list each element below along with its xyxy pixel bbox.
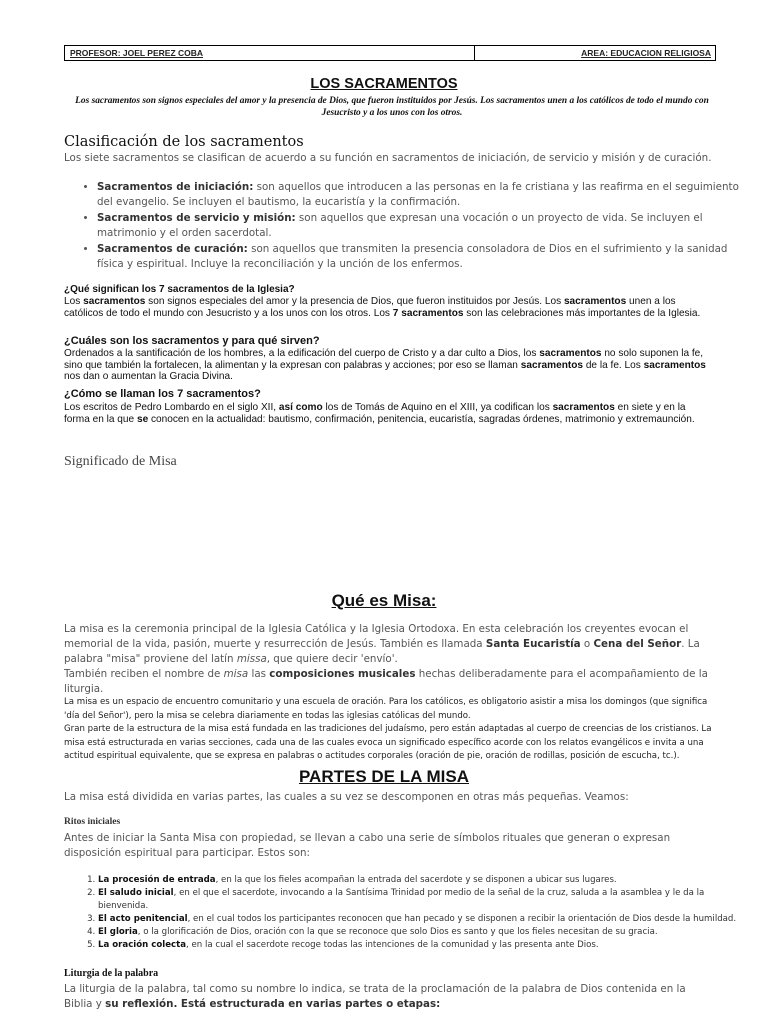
question-2: ¿Cuáles son los sacramentos y para qué sirven? <box>64 335 320 347</box>
ritos-text: Antes de iniciar la Santa Misa con propiedad, se llevan a cabo una serie de símbolos rituales que generan o expresan disposición espiritual para participar. Estos son: <box>64 832 671 859</box>
misa-paragraph-4: Gran parte de la estructura de la misa está fundada en las tradiciones del judaísmo, pero están adaptadas al cuerpo de creencias de los cristianos. La misa está estructurada en varias secciones, cada una de las cuales evoca un significado específico acorde con los relatos evangélicos e invita a una actitud espiritual equivalente, que se expresa en palabras o actitudes corporales (oración de pie, oración de rodillas, posición de escucha, tc.). <box>64 724 712 761</box>
list-item: • Sacramentos de iniciación: son aquellos que introducen a las personas en la fe cristiana y las reafirma en el seguimiento del evangelio. Se incluyen el bautismo, la eucaristía y la confirmación. <box>97 180 747 210</box>
intro-text: Los sacramentos son signos especiales del amor y la presencia de Dios, que fueron instituidos por Jesús. Los sacramentos unen a los católicos de todo el mundo con Jesucristo y a los unos con los otros. <box>75 96 709 118</box>
profesor-label: PROFESOR: JOEL PEREZ COBA <box>65 46 475 60</box>
answer-2: Ordenados a la santificación de los hombres, a la edificación del cuerpo de Cristo y a dar culto a Dios, los sacramentos no solo suponen la fe, sino que también la fortalecen, la alimentan y la expresan con palabras y acciones; por eso se llaman sacramentos de la fe. Los sacramentos nos dan o aumentan la Gracia Divina. <box>64 348 706 382</box>
liturgia-text: La liturgia de la palabra, tal como su nombre lo indica, se trata de la proclamación de la palabra de Dios contenida en la Biblia y su reflexión. Está estructurada en varias partes o etapas: <box>64 983 686 1010</box>
list-item: • Sacramentos de servicio y misión: son aquellos que expresan una vocación o un proyecto de vida. Se incluyen el matrimonio y el orden sacerdotal. <box>97 211 747 241</box>
list-item: 5. La oración colecta, en la cual el sacerdote recoge todas las intenciones de la comunidad y las presenta ante Dios. <box>98 939 748 952</box>
answer-1: Los sacramentos son signos especiales del amor y la presencia de Dios, que fueron instituidos por Jesús. Los sacramentos unen a los católicos de todo el mundo con Jesucristo y a los unos con los otros. Los 7 sacramentos son las celebraciones más importantes de la Iglesia. <box>64 296 701 319</box>
partes-heading: PARTES DE LA MISA <box>298 767 469 786</box>
area-label: AREA: EDUCACION RELIGIOSA <box>581 48 711 58</box>
page-title: LOS SACRAMENTOS <box>310 76 458 92</box>
list-item: 2. El saludo inicial, en el que el sacerdote, invocando a la Santísima Trinidad por medio de la señal de la cruz, saluda a la asamblea y le da la bienvenida. <box>98 887 748 913</box>
ritos-heading: Ritos iniciales <box>64 817 121 827</box>
answer-3: Los escritos de Pedro Lombardo en el siglo XII, así como los de Tomás de Aquino en el XIII, ya codifican los sacramentos en siete y en la forma en la que se conocen en la actualidad: bautismo, confirmación, penitencia, eucaristía, sagradas órdenes, matrimonio y extremaunción. <box>64 402 695 425</box>
list-item: 4. El gloria, o la glorificación de Dios, oración con la que se reconoce que solo Dios es santo y que los fieles necesitan de su gracia. <box>98 926 748 939</box>
list-item: 1. La procesión de entrada, en la que los fieles acompañan la entrada del sacerdote y se disponen a ubicar sus lugares. <box>98 874 748 887</box>
list-item: • Sacramentos de curación: son aquellos que transmiten la presencia consoladora de Dios en el sufrimiento y la sanidad física y espiritual. Incluye la reconciliación y la unción de los enfermos. <box>97 242 747 272</box>
ritos-list <box>64 874 748 952</box>
partes-intro: La misa está dividida en varias partes, las cuales a su vez se descomponen en otras más pequeñas. Veamos: <box>64 791 629 803</box>
header-table <box>64 45 716 61</box>
que-es-misa-heading: Qué es Misa: <box>331 591 437 610</box>
misa-paragraph-2: También reciben el nombre de misa las composiciones musicales hechas deliberadamente para el acompañamiento de la liturgia. <box>64 668 708 695</box>
misa-paragraph-1: La misa es la ceremonia principal de la Iglesia Católica y la Iglesia Ortodoxa. En esta celebración los creyentes evocan el memorial de la vida, pasión, muerte y resurrección de Jesús. También es llamada Santa Eucaristía o Cena del Señor. La palabra "misa" proviene del latín missa, que quiere decir 'envío'. <box>64 623 700 665</box>
clasificacion-text: Los siete sacramentos se clasifican de acuerdo a su función en sacramentos de iniciación, de servicio y misión y de curación. <box>64 152 712 164</box>
list-item: 3. El acto penitencial, en el cual todos los participantes reconocen que han pecado y se disponen a recibir la orientación de Dios desde la humildad. <box>98 913 748 926</box>
misa-paragraph-3: La misa es un espacio de encuentro comunitario y una escuela de oración. Para los católicos, es obligatorio asistir a misa los domingos (que significa 'día del Señor'), pero la misa se celebra diariamente en todas las iglesias católicas del mundo. <box>64 697 708 721</box>
clasificacion-heading: Clasificación de los sacramentos <box>64 134 304 150</box>
question-3: ¿Cómo se llaman los 7 sacramentos? <box>64 388 261 400</box>
question-1: ¿Qué significan los 7 sacramentos de la Iglesia? <box>64 284 295 295</box>
liturgia-heading: Liturgia de la palabra <box>64 968 159 979</box>
significado-heading: Significado de Misa <box>64 454 177 469</box>
clasificacion-list <box>64 180 747 273</box>
